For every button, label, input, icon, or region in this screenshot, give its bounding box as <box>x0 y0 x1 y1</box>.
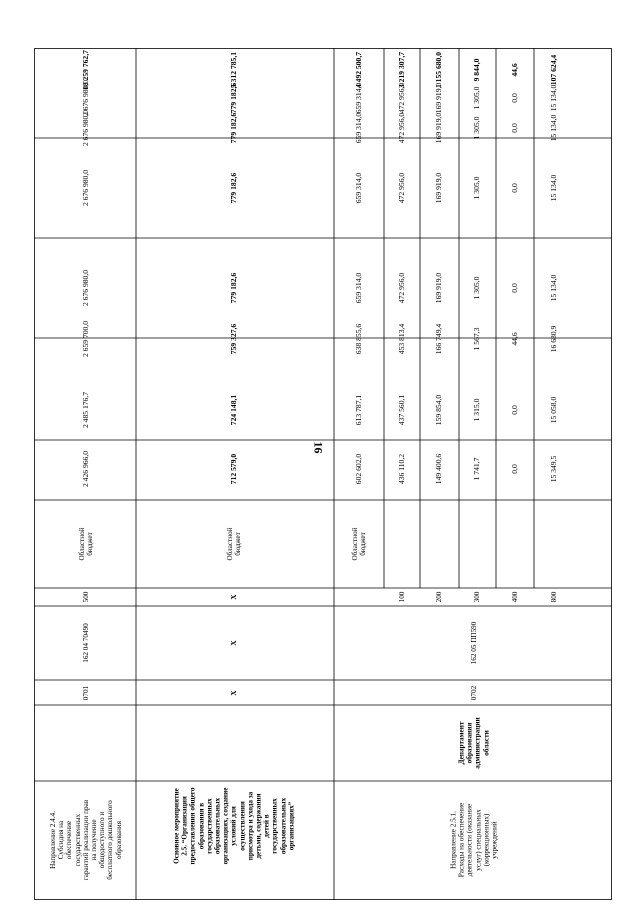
subrow-value: 472 956,0 <box>396 82 406 114</box>
subrow-value: 16 680,9 <box>548 325 558 353</box>
subrow-value: 1 567,3 <box>471 327 481 351</box>
row-25-value: 779 182,6 <box>228 82 238 114</box>
subrow-total: 4 492 500,7 <box>353 51 363 89</box>
row-244-value: 2 426 966,0 <box>80 450 90 488</box>
row-244-rz: 0701 <box>81 685 90 701</box>
subrow-value: 436 110,2 <box>396 453 406 485</box>
subrow-value: 638 855,6 <box>353 323 363 355</box>
subrow-vr: 200 <box>434 591 443 603</box>
row-244-vr: 500 <box>81 591 90 603</box>
subrow-value: 15 058,0 <box>548 396 558 424</box>
row-25-value: 779 182,6 <box>228 172 238 204</box>
row-251-source: Областной бюджет <box>350 527 367 561</box>
budget-table <box>34 48 612 900</box>
subrow-value: 169 919,0 <box>433 272 443 304</box>
subrow-vr: 400 <box>510 591 519 603</box>
subrow-total: 1 155 680,0 <box>433 51 443 89</box>
row-25-value: 779 182,6 <box>228 272 238 304</box>
subrow-value: 15 134,0 <box>548 174 558 202</box>
subrow-total: 9 844,0 <box>471 58 481 82</box>
subrow-total: 44,6 <box>509 63 519 77</box>
subrow-value: 659 314,0 <box>353 112 363 144</box>
subrow-value: 0,0 <box>509 464 519 474</box>
row-25-value: 724 148,1 <box>228 394 238 426</box>
row-244-value: 2 676 980,0 <box>80 79 90 117</box>
row-25-value: 759 327,6 <box>228 323 238 355</box>
row-244-value: 2 676 980,0 <box>80 169 90 207</box>
subrow-value: 659 314,0 <box>353 172 363 204</box>
subrow-value: 437 560,1 <box>396 394 406 426</box>
row-244-name: Направление 2.4.4. Субсидия на обеспечение государственных гарантий реализации прав на получение общедоступного и бесплатного дошкольного образования <box>49 799 123 881</box>
row-244-value: 2 676 980,0 <box>80 269 90 307</box>
subrow-value: 1 305,0 <box>471 86 481 110</box>
row-244-source: Областной бюджет <box>77 527 94 561</box>
row-25-value: 712 579,0 <box>228 453 238 485</box>
subrow-value: 149 400,6 <box>433 453 443 485</box>
row-25-vr: X <box>229 594 238 600</box>
subrow-value: 1 305,0 <box>471 176 481 200</box>
row-244-value: 2 485 176,7 <box>80 391 90 429</box>
subrow-value: 0,0 <box>509 283 519 293</box>
subrow-total: 3 219 307,7 <box>396 51 406 89</box>
row-244-value: 2 659 700,0 <box>80 320 90 358</box>
row-244-total: 18 259 762,7 <box>80 50 90 90</box>
subrow-vr: 800 <box>549 591 558 603</box>
subrow-total: 107 624,4 <box>548 54 558 86</box>
subrow-value: 472 956,0 <box>396 272 406 304</box>
subrow-value: 0,0 <box>509 123 519 133</box>
subrow-value: 1 305,0 <box>471 116 481 140</box>
row-244-csr: 162 04 70490 <box>81 623 90 663</box>
subrow-value: 472 956,0 <box>396 172 406 204</box>
subrow-value: 15 349,5 <box>548 455 558 483</box>
subrow-value: 44,6 <box>509 332 519 346</box>
subrow-value: 602 602,0 <box>353 453 363 485</box>
row-25-source: Областной бюджет <box>225 527 242 561</box>
subrow-value: 169 919,0 <box>433 112 443 144</box>
subrow-value: 1 305,0 <box>471 276 481 300</box>
row-25-total: 5 312 785,1 <box>228 51 238 89</box>
row-25-csr: X <box>229 640 238 646</box>
row-251-rz: 0702 <box>469 685 478 701</box>
subrow-value: 15 134,0 <box>548 114 558 142</box>
subrow-value: 1 741,7 <box>471 457 481 481</box>
row-251-name: Направление 2.5.1. Расходы на обеспечение деятельности (оказание услуг) специальных (коррекционных) учреждений <box>449 802 499 878</box>
row-25-name: Основное мероприятие 2.5. “Организация предоставления общего образования в государственных образовательных организациях, создание условий для осуществления присмотра и ухода за детьми, содержания детей в государственных образовательных организациях” <box>172 787 296 865</box>
row-244-value: 2 676 980,0 <box>80 109 90 147</box>
row-25-rz: X <box>229 690 238 696</box>
subrow-value: 659 314,0 <box>353 82 363 114</box>
row-25-value: 779 182,6 <box>228 112 238 144</box>
subrow-value: 1 315,0 <box>471 398 481 422</box>
subrow-value: 169 919,0 <box>433 172 443 204</box>
subrow-value: 15 134,0 <box>548 84 558 112</box>
subrow-value: 0,0 <box>509 183 519 193</box>
row-251-executor: Департамент образования администрации области <box>457 717 491 769</box>
subrow-vr: 300 <box>472 591 481 603</box>
row-251-csr: 162 05 ПП590 <box>469 621 478 665</box>
subrow-vr: 100 <box>397 591 406 603</box>
subrow-value: 472 956,0 <box>396 112 406 144</box>
subrow-value: 0,0 <box>509 405 519 415</box>
subrow-value: 0,0 <box>509 93 519 103</box>
table-grid <box>34 48 612 900</box>
page-number: 16 <box>311 441 326 454</box>
subrow-value: 613 787,1 <box>353 394 363 426</box>
subrow-value: 453 813,4 <box>396 323 406 355</box>
subrow-value: 159 854,0 <box>433 394 443 426</box>
subrow-value: 15 134,0 <box>548 274 558 302</box>
subrow-value: 659 314,0 <box>353 272 363 304</box>
subrow-value: 166 749,4 <box>433 323 443 355</box>
subrow-value: 169 919,0 <box>433 82 443 114</box>
